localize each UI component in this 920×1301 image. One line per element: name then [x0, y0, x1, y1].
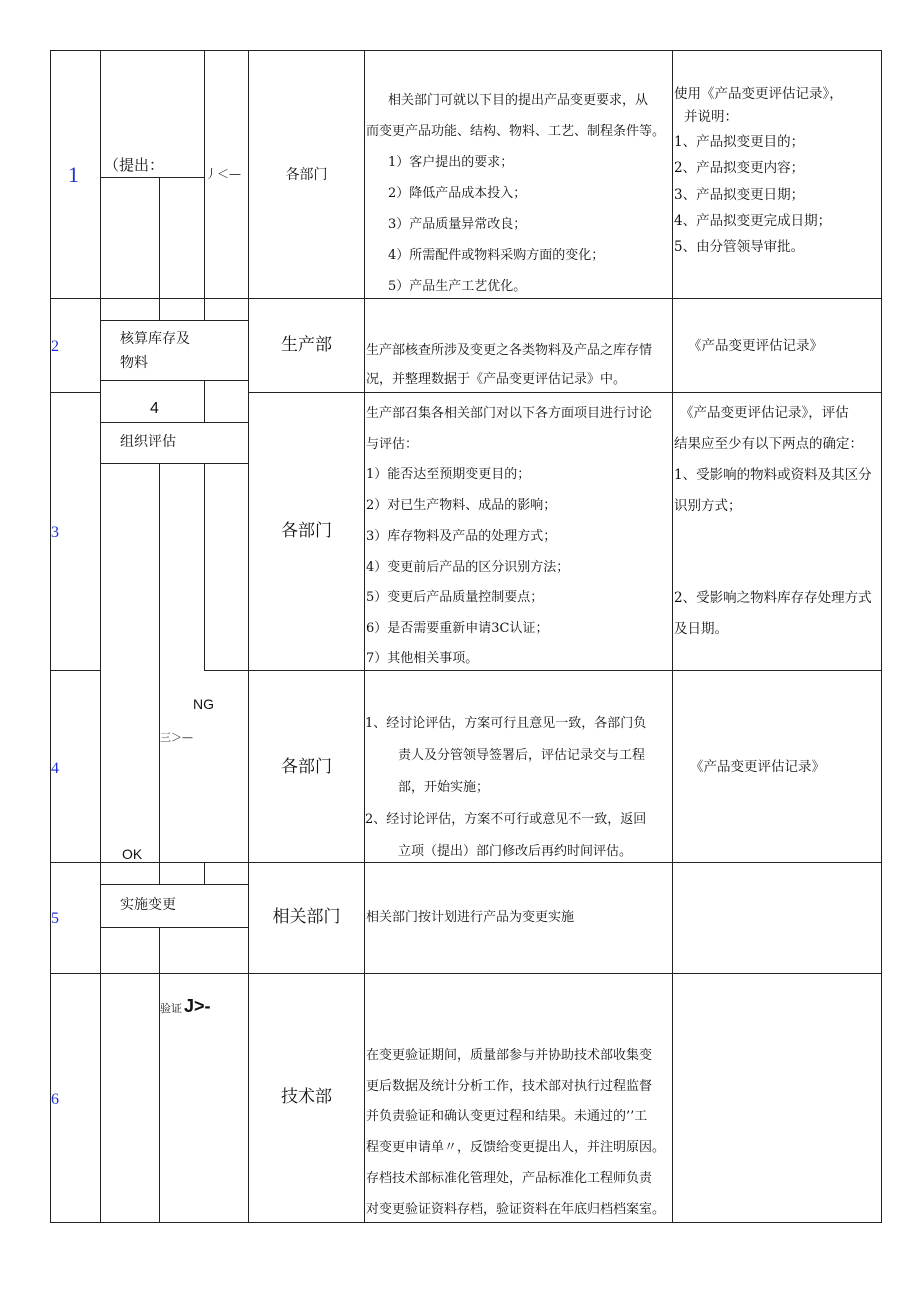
description-line: 5）变更后产品质量控制要点； — [366, 590, 544, 605]
flow-line — [204, 862, 205, 884]
description-line: 5）产品生产工艺优化。 — [388, 279, 527, 294]
notes-line: 及日期。 — [674, 621, 728, 637]
department-label: 各部门 — [281, 757, 332, 777]
notes-line: 《产品变更评估记录》，评估 — [680, 405, 849, 421]
flow-node-implement: 实施变更 — [120, 897, 176, 913]
flow-box-edge — [100, 320, 248, 321]
row-divider — [50, 862, 882, 863]
description-line: 7）其他相关事项。 — [366, 651, 479, 666]
flow-node-propose: （提出： — [104, 156, 165, 174]
description-line: 更后数据及统计分析工作，技术部对执行过程监督 — [366, 1079, 653, 1094]
row-divider — [204, 670, 882, 671]
notes-line: 识别方式； — [674, 498, 742, 514]
description-line: 在变更验证期间，质量部参与并协助技术部收集变 — [366, 1048, 653, 1063]
table-border-top — [50, 50, 882, 51]
notes-line: 《产品变更评估记录》 — [688, 338, 823, 354]
flow-box-edge — [100, 927, 248, 928]
description-line: 并负责验证和确认变更过程和结果。未通过的’’工 — [366, 1109, 648, 1124]
notes-line: 结果应至少有以下两点的确定： — [674, 436, 863, 452]
description-line: 相关部门按计划进行产品为变更实施 — [366, 910, 575, 925]
department-label: 各部门 — [285, 167, 328, 183]
flow-arrow: 三＞— — [160, 731, 193, 744]
column-divider — [364, 50, 365, 1223]
notes-line: 并说明： — [684, 109, 738, 125]
description-line: 2、经讨论评估，方案不可行或意见不一致，返回 — [365, 812, 647, 827]
flow-line — [100, 177, 204, 178]
department-label: 各部门 — [281, 521, 332, 541]
description-line: 相关部门可就以下目的提出产品变更要求，从 — [388, 93, 649, 108]
flow-arrow: 丿＜— — [205, 167, 242, 181]
flow-line — [159, 463, 160, 862]
flow-box-edge — [100, 463, 248, 464]
description-line: 责人及分管领导签署后，评估记录交与工程 — [398, 748, 646, 763]
notes-line: 《产品变更评估记录》 — [690, 759, 825, 775]
row-divider — [248, 392, 882, 393]
row-divider — [50, 298, 882, 299]
flow-line — [204, 380, 205, 422]
flow-branch-ng: NG — [193, 696, 214, 712]
step-number: 3 — [51, 524, 59, 541]
flow-branch-ok: OK — [122, 846, 143, 862]
flow-line — [204, 50, 205, 320]
notes-line: 4、产品拟变更完成日期； — [674, 213, 832, 229]
department-label: 技术部 — [281, 1087, 332, 1107]
flow-arrow: J>- — [184, 996, 211, 1016]
notes-line: 2、受影响之物料库存存处理方式 — [674, 590, 872, 606]
description-line: 与评估： — [366, 437, 419, 452]
step-number: 5 — [51, 910, 59, 927]
notes-line: 1、受影响的物料或资料及其区分 — [674, 467, 872, 483]
table-border-left — [50, 50, 51, 1223]
description-line: 6）是否需要重新申请3C认证； — [366, 621, 549, 636]
description-line: 1）能否达至预期变更目的； — [366, 467, 531, 482]
description-line: 程变更申请单〃，反馈给变更提出人，并注明原因。 — [366, 1140, 666, 1155]
flow-line — [159, 927, 160, 973]
row-divider — [50, 670, 100, 671]
flow-line — [204, 463, 205, 670]
table-border-bottom — [50, 1222, 882, 1223]
step-number: 6 — [51, 1091, 59, 1108]
column-divider — [248, 50, 249, 1223]
notes-line: 1、产品拟变更目的； — [674, 134, 805, 150]
flow-node-organize-eval: 组织评估 — [120, 434, 176, 450]
flow-node-check-stock: 核算库存及 — [120, 331, 190, 347]
description-line: 1、经讨论评估，方案可行且意见一致，各部门负 — [365, 716, 647, 731]
flow-step-marker: 4 — [150, 400, 159, 417]
description-line: 2）对已生产物料、成品的影响； — [366, 498, 557, 513]
flow-box-edge — [100, 422, 248, 423]
description-line: 况，并整理数据于《产品变更评估记录》中。 — [366, 372, 627, 387]
column-divider — [672, 50, 673, 1223]
flow-box-edge — [100, 380, 248, 381]
flow-box-edge — [100, 884, 248, 885]
table-border-right — [881, 50, 882, 1223]
notes-line: 5、由分管领导审批。 — [674, 239, 805, 255]
row-divider — [50, 973, 882, 974]
column-divider — [100, 50, 101, 1223]
department-label: 相关部门 — [272, 907, 341, 927]
description-line: 3）产品质量异常改良； — [388, 217, 527, 232]
notes-line: 3、产品拟变更日期； — [674, 187, 805, 203]
notes-line: 使用《产品变更评估记录》， — [674, 86, 843, 102]
department-label: 生产部 — [281, 335, 332, 355]
description-line: 存档技术部标准化管理处，产品标准化工程师负责 — [366, 1171, 653, 1186]
description-line: 对变更验证资料存档，验证资料在年底归档档案室。 — [366, 1202, 666, 1217]
description-line: 2）降低产品成本投入； — [388, 186, 527, 201]
notes-line: 2、产品拟变更内容； — [674, 160, 805, 176]
description-line: 生产部核查所涉及变更之各类物料及产品之库存情 — [366, 343, 653, 358]
description-line: 4）变更前后产品的区分识别方法； — [366, 560, 570, 575]
description-line: 部，开始实施； — [398, 780, 490, 795]
flow-line — [159, 177, 160, 320]
step-number: 4 — [51, 760, 59, 777]
description-line: 生产部召集各相关部门对以下各方面项目进行讨论 — [366, 406, 653, 421]
flow-node-check-stock: 物料 — [120, 355, 148, 371]
step-number: 1 — [68, 162, 79, 187]
description-line: 而变更产品功能、结构、物料、工艺、制程条件等。 — [366, 124, 666, 139]
description-line: 立项（提出）部门修改后再约时间评估。 — [398, 844, 633, 859]
row-divider — [50, 392, 100, 393]
description-line: 1）客户提出的要求； — [388, 155, 514, 170]
step-number: 2 — [51, 338, 59, 355]
description-line: 3）库存物料及产品的处理方式； — [366, 529, 557, 544]
description-line: 4）所需配件或物料采购方面的变化； — [388, 248, 605, 263]
flow-node-verify: 验证 — [160, 1002, 182, 1015]
flow-line — [159, 862, 160, 884]
